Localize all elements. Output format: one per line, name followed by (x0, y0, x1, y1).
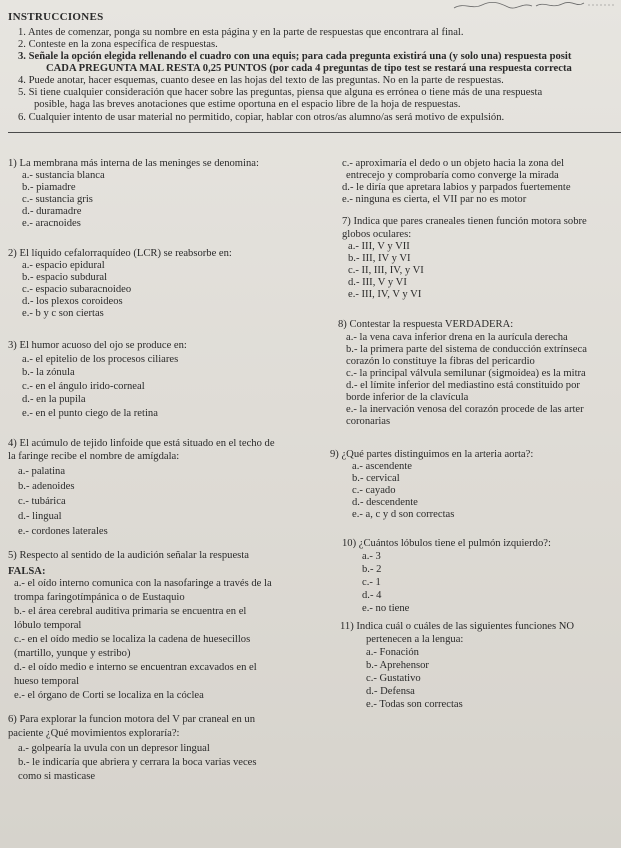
answer-option: a.- palatina (18, 466, 66, 477)
question-7: 7) Indica que pares craneales tienen función motora sobre (342, 216, 587, 227)
answer-option: b.- 2 (362, 564, 382, 575)
answer-option: a.- III, V y VII (348, 241, 410, 252)
question-2: 2) El líquido cefalorraquídeo (LCR) se reabsorbe en: (8, 248, 232, 259)
answer-option: b.- piamadre (22, 182, 76, 193)
answer-option: c.- aproximaría el dedo o un objeto hacia la zona del (342, 158, 565, 169)
answer-option: e.- en el punto ciego de la retina (22, 408, 158, 419)
answer-option: d.- III, V y VI (348, 277, 407, 288)
answer-option-cont: entrecejo y comprobaría como converge la mirada (346, 170, 559, 181)
question-6-cont: paciente ¿Qué movimientos exploraría?: (8, 728, 180, 739)
answer-option: e.- III, IV, V y VI (348, 289, 422, 300)
answer-option: d.- descendente (352, 497, 418, 508)
answer-option: e.- b y c son ciertas (22, 308, 104, 319)
answer-option: a.- Fonación (366, 647, 419, 658)
answer-option: a.- 3 (362, 551, 381, 562)
answer-option: c.- 1 (362, 577, 381, 588)
answer-option-cont: como si masticase (18, 771, 96, 782)
answer-option-cont: lóbulo temporal (14, 620, 82, 631)
answer-option: c.- la principal válvula semilunar (sigmoidea) es la mitra (346, 368, 586, 379)
answer-option: c.- Gustativo (366, 673, 421, 684)
answer-option: c.- espacio subaracnoideo (22, 284, 132, 295)
answer-option: e.- el órgano de Corti se localiza en la cóclea (14, 690, 204, 701)
answer-option: b.- el área cerebral auditiva primaria se encuentra en el (14, 606, 247, 617)
question-11: 11) Indica cuál o cuáles de las siguientes funciones NO (340, 621, 575, 632)
question-3: 3) El humor acuoso del ojo se produce en: (8, 340, 187, 351)
answer-option: e.- cordones laterales (18, 526, 108, 537)
question-11-cont: pertenecen a la lengua: (366, 634, 464, 645)
answer-option-cont: coronarias (346, 416, 391, 427)
answer-option: d.- lingual (18, 511, 62, 522)
answer-option: d.- Defensa (366, 686, 415, 697)
instruction-line: CADA PREGUNTA MAL RESTA 0,25 PUNTOS (por cada 4 preguntas de tipo test se restará una respuesta correcta (46, 63, 572, 74)
answer-option: a.- la vena cava inferior drena en la aurícula derecha (346, 332, 568, 343)
answer-option: e.- ninguna es cierta, el VII par no es motor (342, 194, 527, 205)
question-7-cont: globos oculares: (342, 229, 412, 240)
question-10: 10) ¿Cuántos lóbulos tiene el pulmón izquierdo?: (342, 538, 551, 549)
answer-option: d.- 4 (362, 590, 382, 601)
instructions-title: INSTRUCCIONES (8, 11, 104, 23)
answer-option: d.- le diría que apretara labios y parpados fuertemente (342, 182, 571, 193)
question-5: 5) Respecto al sentido de la audición señalar la respuesta (8, 550, 249, 561)
question-4: 4) El acúmulo de tejido linfoide que está situado en el techo de (8, 438, 275, 449)
answer-option: a.- el epitelio de los procesos ciliares (22, 354, 179, 365)
instruction-line: 1. Antes de comenzar, ponga su nombre en esta página y en la parte de respuestas que encontrara al final. (18, 27, 464, 38)
answer-option: d.- en la pupila (22, 394, 86, 405)
answer-option: b.- cervical (352, 473, 400, 484)
answer-option: e.- aracnoides (22, 218, 81, 229)
answer-option: d.- el límite inferior del mediastino está constituido por (346, 380, 580, 391)
question-6: 6) Para explorar la funcion motora del V par craneal en un (8, 714, 255, 725)
answer-option: e.- a, c y d son correctas (352, 509, 455, 520)
question-9: 9) ¿Qué partes distinguimos en la arteria aorta?: (330, 449, 534, 460)
instruction-line: 3. Señale la opción elegida rellenando el cuadro con una equis; para cada pregunta existirá una (y solo una) respuesta posit (18, 51, 572, 62)
handwriting-scribble (452, 0, 617, 12)
answer-option: b.- III, IV y VI (348, 253, 411, 264)
answer-option: d.- los plexos coroideos (22, 296, 123, 307)
answer-option: a.- el oído interno comunica con la nasofaringe a través de la (14, 578, 272, 589)
answer-option: b.- espacio subdural (22, 272, 108, 283)
instruction-line: 4. Puede anotar, hacer esquemas, cuanto desee en las hojas del texto de las preguntas. No en la parte de respuestas. (18, 75, 504, 86)
instruction-line: 6. Cualquier intento de usar material no permitido, copiar, hablar con otros/as alumno/as será motivo de expulsión. (18, 112, 505, 123)
answer-option: e.- la inervación venosa del corazón procede de las arter (346, 404, 584, 415)
answer-option: a.- golpearía la uvula con un depresor lingual (18, 743, 210, 754)
answer-option: b.- Aprehensor (366, 660, 429, 671)
answer-option: b.- le indicaría que abriera y cerrara la boca varias veces (18, 757, 257, 768)
answer-option: c.- tubárica (18, 496, 66, 507)
instruction-line: posible, haga las breves anotaciones que estime oportuna en el espacio libre de la hoja de respuestas. (34, 99, 461, 110)
question-4-cont: la faringe recibe el nombre de amígdala: (8, 451, 180, 462)
answer-option: a.- ascendente (352, 461, 412, 472)
answer-option: c.- en el ángulo irido-corneal (22, 381, 145, 392)
answer-option-cont: (martillo, yunque y estribo) (14, 648, 131, 659)
answer-option: c.- en el oído medio se localiza la cadena de huesecillos (14, 634, 251, 645)
answer-option: b.- adenoides (18, 481, 75, 492)
header-divider (8, 132, 621, 133)
answer-option: b.- la primera parte del sistema de conducción extrínseca (346, 344, 587, 355)
question-1: 1) La membrana más interna de las meninges se denomina: (8, 158, 259, 169)
answer-option: e.- Todas son correctas (366, 699, 463, 710)
answer-option: a.- espacio epidural (22, 260, 105, 271)
answer-option-cont: borde inferior de la clavícula (346, 392, 469, 403)
answer-option-cont: hueso temporal (14, 676, 80, 687)
answer-option: c.- II, III, IV, y VI (348, 265, 424, 276)
answer-option-cont: corazón lo constituye la fibras del pericardio (346, 356, 535, 367)
answer-option: d.- duramadre (22, 206, 82, 217)
question-5-false: FALSA: (8, 566, 46, 577)
answer-option: e.- no tiene (362, 603, 410, 614)
answer-option: c.- sustancia gris (22, 194, 93, 205)
instruction-line: 2. Conteste en la zona específica de respuestas. (18, 39, 218, 50)
question-8: 8) Contestar la respuesta VERDADERA: (338, 319, 514, 330)
answer-option: d.- el oído medio e interno se encuentran excavados en el (14, 662, 257, 673)
answer-option: a.- sustancia blanca (22, 170, 105, 181)
instruction-line: 5. Si tiene cualquier consideración que hacer sobre las preguntas, piensa que alguna es errónea o tiene más de una respuesta (18, 87, 543, 98)
answer-option-cont: trompa faringotímpánica o de Eustaquio (14, 592, 185, 603)
answer-option: b.- la zónula (22, 367, 75, 378)
answer-option: c.- cayado (352, 485, 396, 496)
